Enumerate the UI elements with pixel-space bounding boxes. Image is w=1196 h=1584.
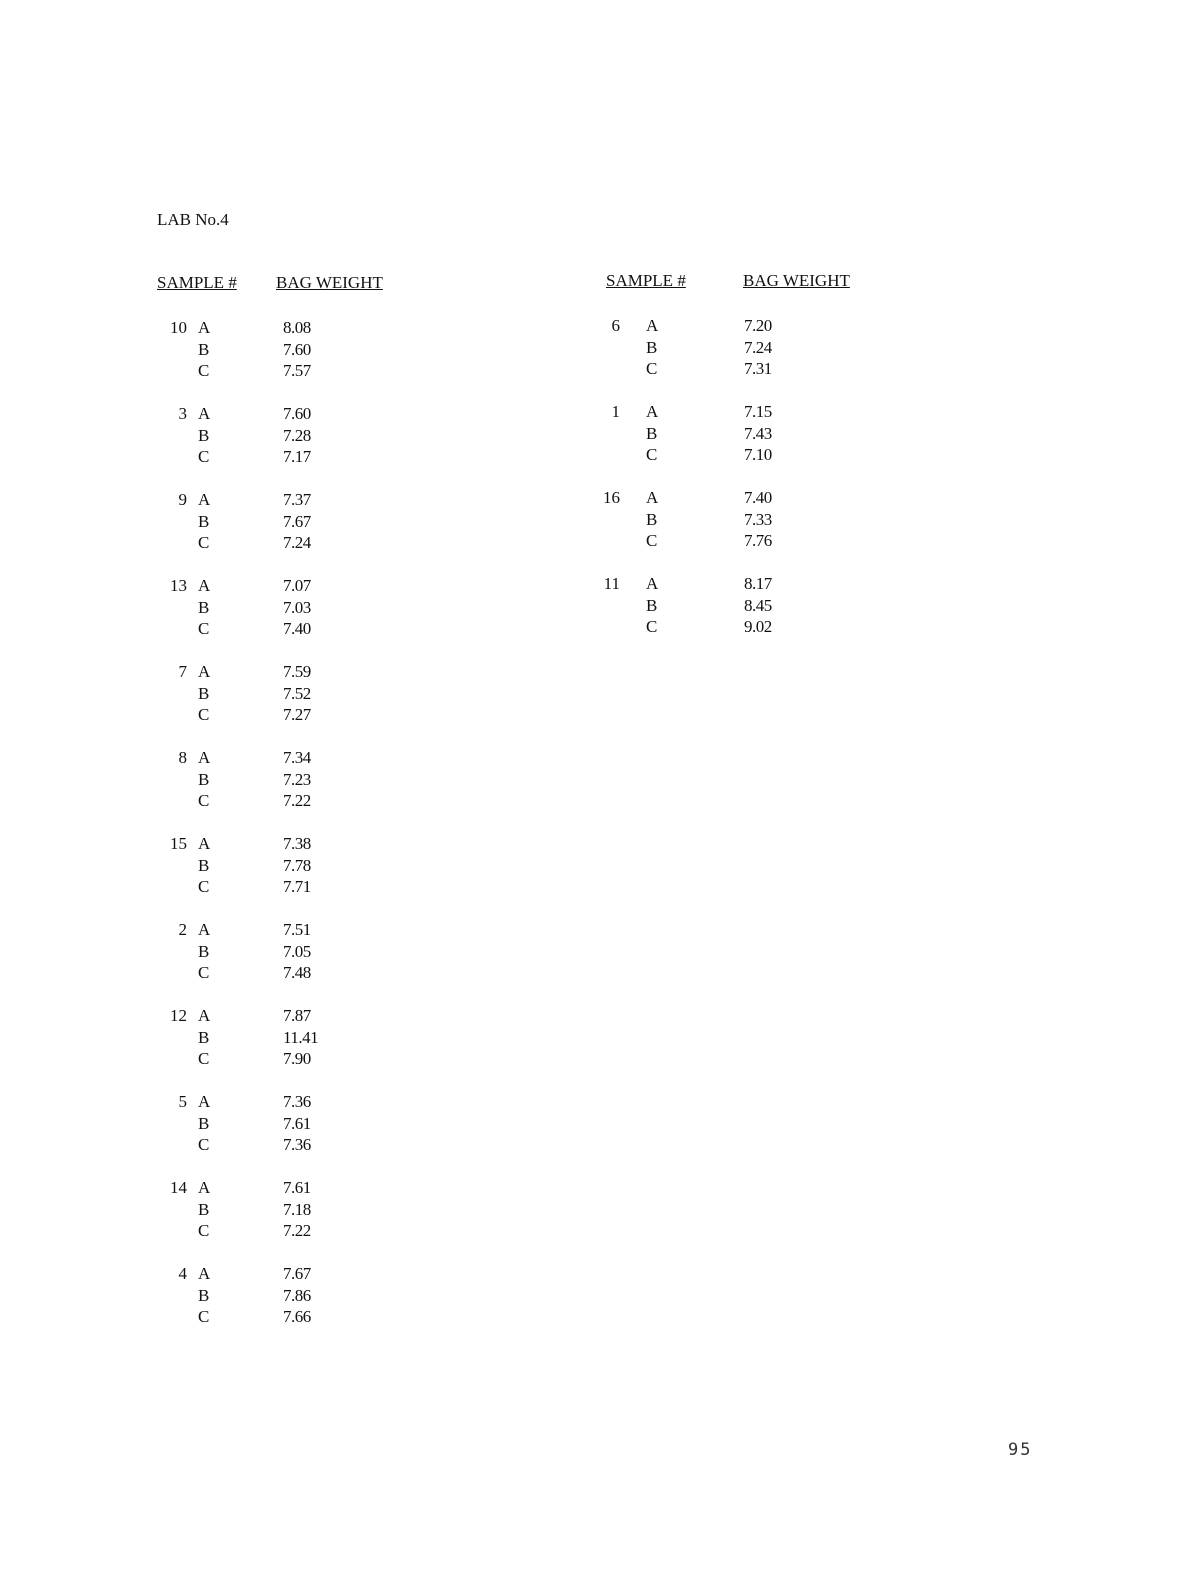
bag-weight-value: 7.38 — [283, 834, 311, 853]
sub-sample-letter: B — [198, 683, 210, 703]
bag-weight-value: 7.23 — [283, 769, 311, 789]
sub-sample-letter: C — [198, 705, 210, 724]
sub-sample-letter: A — [646, 402, 659, 421]
bag-weight-value: 7.07 — [283, 576, 311, 595]
sub-sample-letter: B — [646, 423, 658, 443]
sample-number: 6 — [611, 316, 620, 335]
bag-weight-value: 7.67 — [283, 511, 311, 531]
sub-sample-letter: B — [198, 425, 210, 445]
bag-weight-value: 8.45 — [744, 595, 772, 615]
sub-sample-letter: A — [646, 574, 659, 593]
sample-number: 8 — [178, 748, 187, 767]
sub-sample-letter: C — [198, 1135, 210, 1154]
bag-weight-value: 7.18 — [283, 1199, 311, 1219]
bag-weight-value: 7.60 — [283, 404, 311, 423]
bag-weight-value: 8.17 — [744, 574, 772, 593]
sample-column-header: SAMPLE # — [157, 273, 237, 292]
bag-weight-column-header: BAG WEIGHT — [743, 271, 850, 290]
bag-weight-value: 7.28 — [283, 425, 311, 445]
sample-number: 2 — [178, 920, 187, 939]
sub-sample-letter: C — [646, 531, 658, 550]
sub-sample-letter: C — [198, 1307, 210, 1326]
sub-sample-letter: A — [198, 834, 211, 853]
sample-number: 16 — [603, 488, 620, 507]
sub-sample-letter: A — [198, 1092, 211, 1111]
bag-weight-value: 7.51 — [283, 920, 311, 939]
bag-weight-value: 7.59 — [283, 662, 311, 681]
bag-weight-value: 7.52 — [283, 683, 311, 703]
bag-weight-value: 7.67 — [283, 1264, 311, 1283]
bag-weight-value: 7.36 — [283, 1135, 311, 1154]
sample-number: 11 — [603, 574, 620, 593]
sub-sample-letter: B — [646, 595, 658, 615]
bag-weight-value: 7.40 — [744, 488, 772, 507]
sub-sample-letter: C — [198, 877, 210, 896]
sub-sample-letter: B — [646, 337, 658, 357]
page-title: LAB No.4 — [157, 210, 229, 229]
sub-sample-letter: A — [198, 748, 211, 767]
bag-weight-value: 7.60 — [283, 339, 311, 359]
sample-number: 15 — [170, 834, 187, 853]
bag-weight-value: 7.61 — [283, 1113, 311, 1133]
bag-weight-value: 8.08 — [283, 318, 311, 337]
bag-weight-value: 7.61 — [283, 1178, 311, 1197]
bag-weight-value: 7.20 — [744, 316, 772, 335]
page-number: 95 — [1008, 1440, 1033, 1460]
sample-number: 9 — [178, 490, 187, 509]
bag-weight-value: 7.57 — [283, 361, 311, 380]
bag-weight-value: 11.41 — [283, 1027, 319, 1047]
bag-weight-value: 7.43 — [744, 423, 772, 443]
sub-sample-letter: B — [198, 1027, 210, 1047]
bag-weight-value: 7.87 — [283, 1006, 311, 1025]
sub-sample-letter: A — [198, 404, 211, 423]
sub-sample-letter: A — [198, 490, 211, 509]
sub-sample-letter: A — [198, 1178, 211, 1197]
sub-sample-letter: B — [646, 509, 658, 529]
sub-sample-letter: C — [198, 963, 210, 982]
sub-sample-letter: B — [198, 855, 210, 875]
bag-weight-value: 7.37 — [283, 490, 311, 509]
sub-sample-letter: A — [198, 1264, 211, 1283]
sample-number: 5 — [178, 1092, 187, 1111]
sub-sample-letter: B — [198, 769, 210, 789]
bag-weight-value: 7.33 — [744, 509, 772, 529]
bag-weight-value: 7.05 — [283, 941, 311, 961]
bag-weight-value: 7.71 — [283, 877, 311, 896]
sub-sample-letter: B — [198, 941, 210, 961]
sample-number: 13 — [170, 576, 187, 595]
sub-sample-letter: A — [646, 316, 659, 335]
sub-sample-letter: A — [198, 1006, 211, 1025]
sub-sample-letter: C — [198, 447, 210, 466]
sub-sample-letter: A — [198, 662, 211, 681]
bag-weight-value: 7.40 — [283, 619, 311, 638]
sub-sample-letter: B — [198, 1199, 210, 1219]
bag-weight-value: 7.17 — [283, 447, 311, 466]
bag-weight-value: 7.27 — [283, 705, 311, 724]
sample-number: 12 — [170, 1006, 187, 1025]
sub-sample-letter: C — [198, 533, 210, 552]
bag-weight-value: 7.78 — [283, 855, 311, 875]
bag-weight-value: 7.10 — [744, 445, 772, 464]
sub-sample-letter: C — [646, 617, 658, 636]
sub-sample-letter: A — [198, 576, 211, 595]
sub-sample-letter: B — [198, 1285, 210, 1305]
sub-sample-letter: C — [198, 361, 210, 380]
bag-weight-value: 7.24 — [744, 337, 772, 357]
bag-weight-value: 7.36 — [283, 1092, 311, 1111]
bag-weight-value: 9.02 — [744, 617, 772, 636]
bag-weight-value: 7.22 — [283, 791, 311, 810]
bag-weight-value: 7.24 — [283, 533, 311, 552]
sample-number: 1 — [611, 402, 620, 421]
sub-sample-letter: B — [198, 511, 210, 531]
sub-sample-letter: C — [646, 445, 658, 464]
sub-sample-letter: C — [646, 359, 658, 378]
bag-weight-value: 7.86 — [283, 1285, 311, 1305]
sub-sample-letter: A — [198, 920, 211, 939]
sub-sample-letter: B — [198, 597, 210, 617]
bag-weight-value: 7.90 — [283, 1049, 311, 1068]
bag-weight-value: 7.31 — [744, 359, 772, 378]
sample-number: 7 — [178, 662, 187, 681]
sample-number: 10 — [170, 318, 187, 337]
bag-weight-value: 7.66 — [283, 1307, 311, 1326]
sub-sample-letter: A — [198, 318, 211, 337]
bag-weight-value: 7.15 — [744, 402, 772, 421]
sub-sample-letter: A — [646, 488, 659, 507]
bag-weight-column-header: BAG WEIGHT — [276, 273, 383, 292]
sub-sample-letter: C — [198, 1221, 210, 1240]
sub-sample-letter: C — [198, 791, 210, 810]
bag-weight-value: 7.34 — [283, 748, 311, 767]
sample-number: 14 — [170, 1178, 187, 1197]
bag-weight-value: 7.03 — [283, 597, 311, 617]
bag-weight-value: 7.22 — [283, 1221, 311, 1240]
sub-sample-letter: C — [198, 1049, 210, 1068]
sub-sample-letter: C — [198, 619, 210, 638]
sub-sample-letter: B — [198, 1113, 210, 1133]
sample-number: 4 — [178, 1264, 187, 1283]
sub-sample-letter: B — [198, 339, 210, 359]
bag-weight-value: 7.76 — [744, 531, 772, 550]
bag-weight-value: 7.48 — [283, 963, 311, 982]
sample-column-header: SAMPLE # — [606, 271, 686, 290]
sample-number: 3 — [178, 404, 187, 423]
